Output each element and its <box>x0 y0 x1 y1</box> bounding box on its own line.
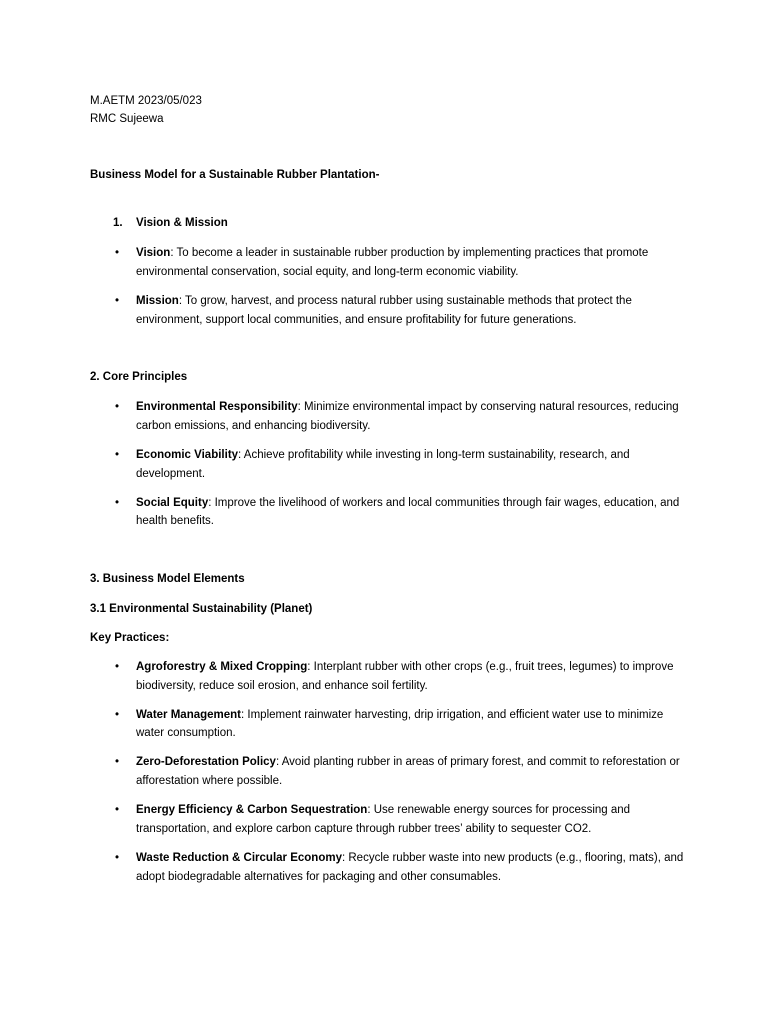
bullet-icon <box>115 398 119 417</box>
item-text: : To grow, harvest, and process natural rubber using sustainable methods that protect the environment, support local communities, and ensure profitability for future generations. <box>136 294 632 326</box>
item-term: Water Management <box>136 708 242 721</box>
item-term: Waste Reduction & Circular Economy <box>136 851 342 864</box>
item-text: : Implement rainwater harvesting, drip irrigation, and efficient water use to minimize water consumption. <box>136 708 664 740</box>
item-term: Vision <box>136 247 171 260</box>
item-term: Zero-Deforestation Policy <box>136 756 276 769</box>
subsection-heading-environmental: 3.1 Environmental Sustainability (Planet) <box>90 603 313 616</box>
list-item <box>136 446 686 483</box>
bullet-icon <box>115 446 119 465</box>
document-body <box>90 92 690 887</box>
bullet-list-core-principles <box>90 398 690 531</box>
item-text: : Recycle rubber waste into new products (e.g., flooring, mats), and adopt biodegradable alternatives for packaging and other consumables. <box>136 851 684 883</box>
section-number: 1. <box>113 217 123 230</box>
key-practices-label: Key Practices: <box>90 632 170 645</box>
item-text: : Interplant rubber with other crops (e.g., fruit trees, legumes) to improve biodiversity, reduce soil erosion, and enhance soil fertility. <box>136 661 674 692</box>
item-text: : Use renewable energy sources for processing and transportation, and explore carbon capture through rubber trees’ ability to sequester CO2. <box>136 804 631 835</box>
item-text: : Improve the livelihood of workers and local communities through fair wages, education, and health benefits. <box>136 496 680 528</box>
section-heading-text: Vision & Mission <box>136 217 228 230</box>
bullet-icon <box>115 801 119 820</box>
list-item <box>136 801 686 838</box>
item-term: Energy Efficiency & Carbon Sequestration <box>136 804 368 817</box>
student-id: M.AETM 2023/05/023 <box>90 94 202 107</box>
item-text: : Avoid planting rubber in areas of primary forest, and commit to reforestation or afforestation where possible. <box>136 756 680 788</box>
bullet-icon <box>115 706 119 725</box>
item-text: : Achieve profitability while investing in long-term sustainability, research, and development. <box>136 448 630 480</box>
bullet-icon <box>115 292 119 311</box>
list-item <box>136 849 686 886</box>
bullet-icon <box>115 494 119 513</box>
item-text: : To become a leader in sustainable rubber production by implementing practices that promote environmental conservation, social equity, and long-term economic viability. <box>136 247 649 278</box>
item-term: Mission <box>136 294 179 307</box>
document-title: Business Model for a Sustainable Rubber Plantation- <box>90 169 380 182</box>
list-item <box>136 398 686 435</box>
bullet-list-vision-mission <box>90 244 690 329</box>
bullet-list-key-practices <box>90 658 690 886</box>
item-term: Social Equity <box>136 496 209 509</box>
item-text: : Minimize environmental impact by conserving natural resources, reducing carbon emissions, and enhancing biodiversity. <box>136 401 679 432</box>
bullet-icon <box>115 753 119 772</box>
list-item-vision <box>136 244 686 281</box>
section-heading-business-model-elements: 3. Business Model Elements <box>90 573 245 586</box>
item-term: Environmental Responsibility <box>136 401 298 414</box>
section-heading-core-principles: 2. Core Principles <box>90 371 188 384</box>
list-item <box>136 494 686 531</box>
bullet-icon <box>115 849 119 868</box>
list-item <box>136 658 686 695</box>
bullet-icon <box>115 658 119 677</box>
item-term: Agroforestry & Mixed Cropping <box>136 661 308 674</box>
author-name: RMC Sujeewa <box>90 113 164 126</box>
list-item <box>136 753 686 790</box>
list-item <box>136 706 686 743</box>
item-term: Economic Viability <box>136 448 239 461</box>
bullet-icon <box>115 244 119 263</box>
section-heading-vision-mission <box>90 214 690 233</box>
list-item-mission <box>136 292 686 329</box>
